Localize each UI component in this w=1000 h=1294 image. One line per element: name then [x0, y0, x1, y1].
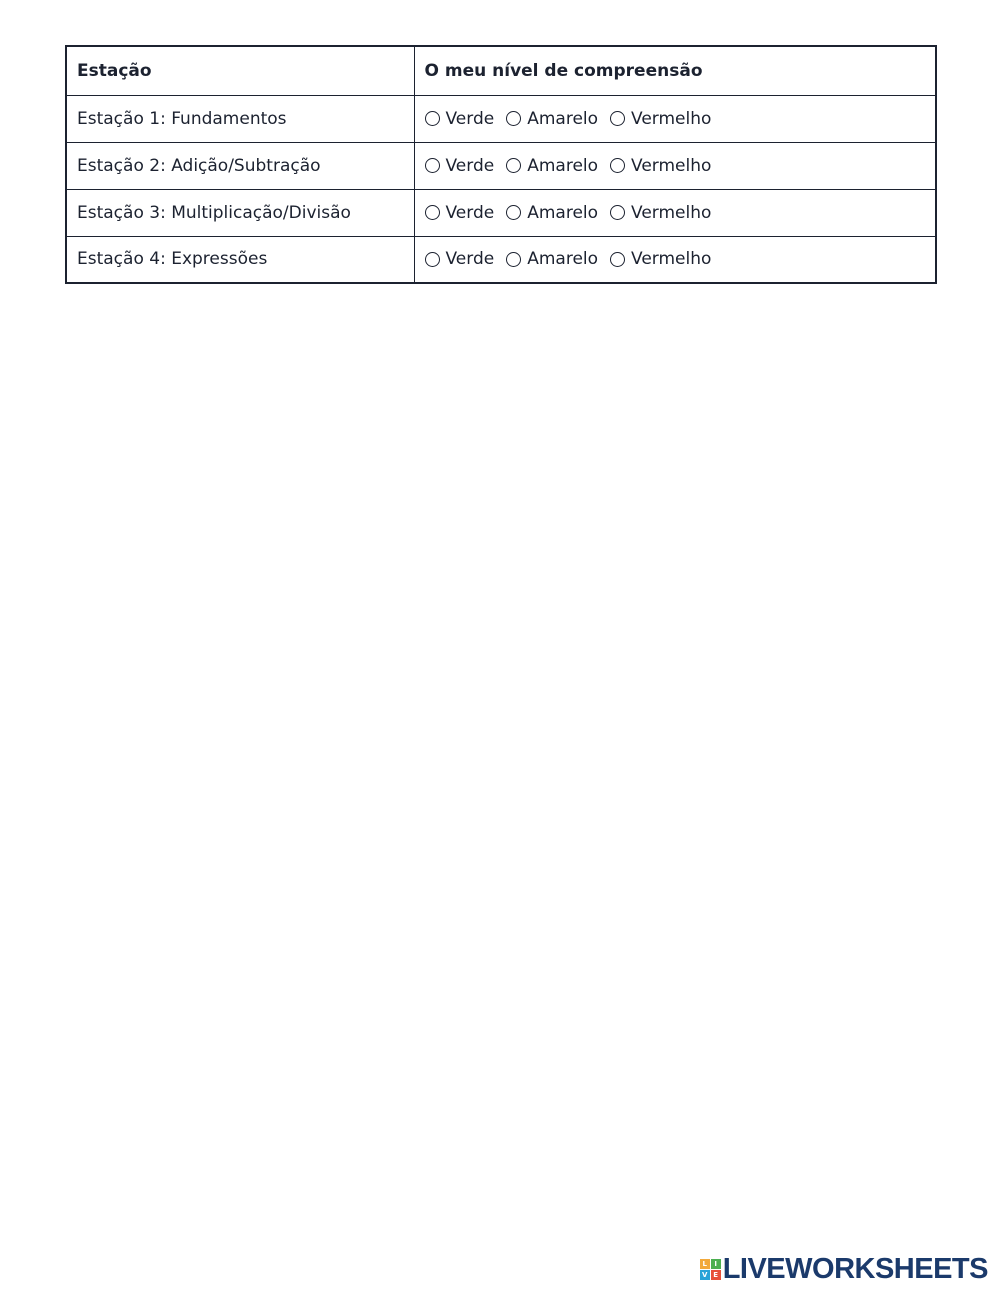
- station-name: Estação 3: Multiplicação/Divisão: [66, 189, 414, 236]
- radio-circle-icon[interactable]: [506, 252, 521, 267]
- option-label: Amarelo: [527, 108, 599, 129]
- understanding-options: [414, 236, 936, 283]
- radio-circle-icon[interactable]: [425, 158, 440, 173]
- option-label: Amarelo: [527, 202, 599, 223]
- radio-circle-icon[interactable]: [506, 158, 521, 173]
- logo-mark-letter: E: [711, 1270, 721, 1280]
- table-row: [66, 189, 936, 236]
- radio-circle-icon[interactable]: [425, 111, 440, 126]
- radio-group: [425, 109, 926, 129]
- option-label: Verde: [445, 108, 495, 129]
- option-vermelho[interactable]: [610, 156, 711, 176]
- station-name: Estação 2: Adição/Subtração: [66, 142, 414, 189]
- table-body: [66, 95, 936, 283]
- table-row: [66, 236, 936, 283]
- logo-mark-letter: I: [711, 1259, 721, 1269]
- option-label: Vermelho: [631, 108, 712, 129]
- understanding-options: [414, 95, 936, 142]
- option-label: Vermelho: [631, 202, 712, 223]
- radio-circle-icon[interactable]: [425, 252, 440, 267]
- option-label: Amarelo: [527, 155, 599, 176]
- logo-mark-letter: L: [700, 1259, 710, 1269]
- option-verde[interactable]: [425, 203, 495, 223]
- table-row: [66, 142, 936, 189]
- radio-circle-icon[interactable]: [610, 252, 625, 267]
- option-verde[interactable]: [425, 249, 495, 269]
- option-label: Verde: [445, 249, 495, 270]
- logo-text: LIVEWORKSHEETS: [722, 1253, 988, 1285]
- option-amarelo[interactable]: [506, 156, 598, 176]
- option-label: Verde: [445, 202, 495, 223]
- radio-group: [425, 156, 926, 176]
- option-vermelho[interactable]: [610, 249, 711, 269]
- radio-circle-icon[interactable]: [610, 111, 625, 126]
- radio-circle-icon[interactable]: [506, 111, 521, 126]
- understanding-options: [414, 142, 936, 189]
- station-name: Estação 1: Fundamentos: [66, 95, 414, 142]
- option-amarelo[interactable]: [506, 109, 598, 129]
- understanding-options: [414, 189, 936, 236]
- radio-group: [425, 203, 926, 223]
- option-verde[interactable]: [425, 156, 495, 176]
- table-row: [66, 95, 936, 142]
- station-name: Estação 4: Expressões: [66, 236, 414, 283]
- option-vermelho[interactable]: [610, 109, 711, 129]
- liveworksheets-logo: [700, 1254, 988, 1284]
- table-header-row: [66, 46, 936, 95]
- understanding-table: [65, 45, 937, 284]
- logo-mark-icon: [700, 1259, 721, 1280]
- option-amarelo[interactable]: [506, 203, 598, 223]
- radio-circle-icon[interactable]: [610, 205, 625, 220]
- header-understanding-level: O meu nível de compreensão: [414, 46, 936, 95]
- radio-group: [425, 249, 926, 269]
- option-label: Vermelho: [631, 155, 712, 176]
- option-verde[interactable]: [425, 109, 495, 129]
- option-vermelho[interactable]: [610, 203, 711, 223]
- option-label: Amarelo: [527, 249, 599, 270]
- header-station: Estação: [66, 46, 414, 95]
- option-label: Vermelho: [631, 249, 712, 270]
- option-amarelo[interactable]: [506, 249, 598, 269]
- logo-mark-letter: V: [700, 1270, 710, 1280]
- radio-circle-icon[interactable]: [425, 205, 440, 220]
- radio-circle-icon[interactable]: [610, 158, 625, 173]
- option-label: Verde: [445, 155, 495, 176]
- radio-circle-icon[interactable]: [506, 205, 521, 220]
